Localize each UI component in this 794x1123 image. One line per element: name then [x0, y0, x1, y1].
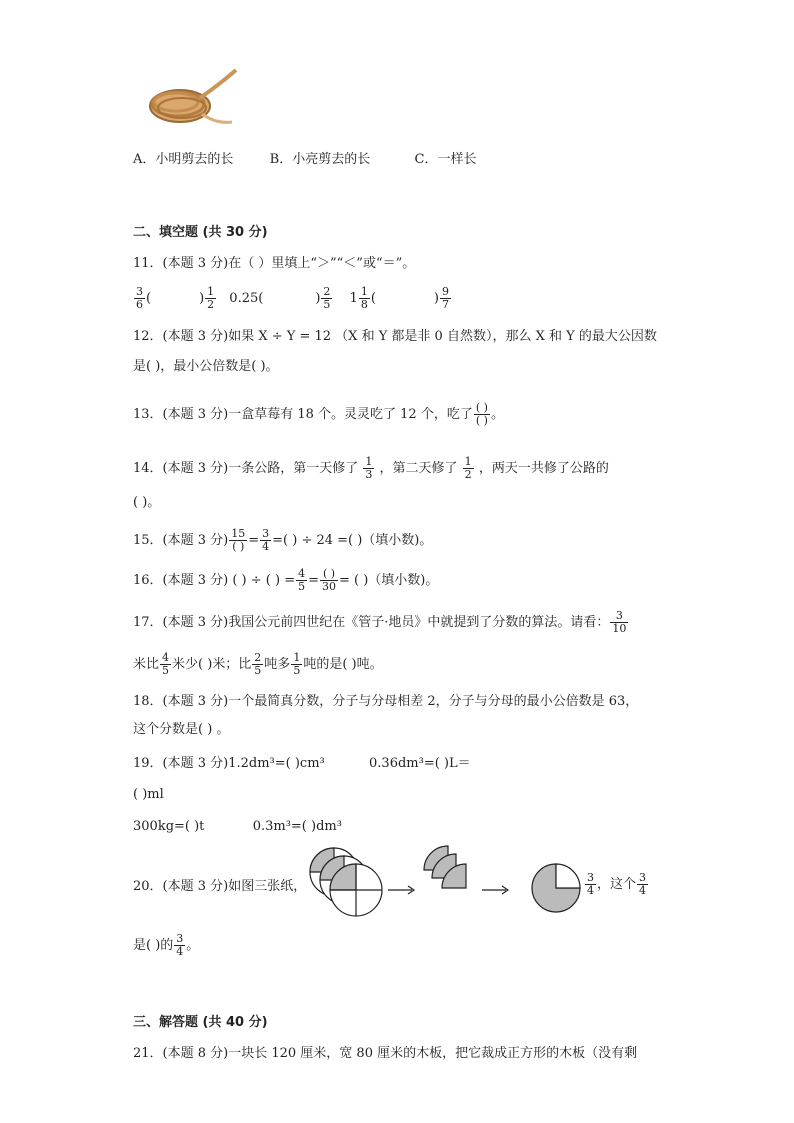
- question-19-line3: 300kg=( )t 0.3m³=( )dm³: [133, 819, 342, 834]
- fraction: $\frac{1}{3}$: [365, 455, 373, 481]
- question-18-line1: 18．(本题 3 分)一个最简真分数，分子与分母相差 2，分子与分母的最小公倍数是 63，: [133, 694, 639, 709]
- rope-image: [140, 64, 240, 136]
- question-19-line1: 19．(本题 3 分)1.2dm³=( )cm³ 0.36dm³=( )L＝: [133, 756, 471, 771]
- answer-options: [133, 150, 476, 170]
- fraction: $\frac{1}{5}$: [293, 651, 301, 677]
- fraction: $\frac{3}{4}$: [587, 871, 594, 897]
- question-15: 15．(本题 3 分) 15 ( ) = $\frac{3}{4}$ =( ) ÷ 24 =( )（填小数)。: [133, 527, 433, 553]
- fraction: $\frac{3}{4}$: [639, 871, 647, 897]
- question-11-expressions: $\frac{3}{6}$ ( ) $\frac{1}{2}$ 0.25( ) $\frac{2}{5}$ 1 $\frac{1}{8}$ ( ) $\frac{9}{7}$: [136, 285, 449, 311]
- fraction: $\frac{2}{5}$: [323, 285, 331, 311]
- three-quarter-pieces-figure: [420, 842, 480, 898]
- fraction: $\frac{3}{4}$: [176, 932, 184, 958]
- fraction: $\frac{3}{10}$: [612, 609, 627, 635]
- arrow-right-icon: [388, 884, 416, 896]
- question-17-line2: 米比 $\frac{4}{5}$ 米少( )米；比 $\frac{2}{5}$ 吨多 $\frac{1}{5}$ 吨的是( )吨。: [133, 651, 383, 677]
- question-20-right: $\frac{3}{4}$ ，这个 $\frac{3}{4}$: [587, 871, 647, 897]
- question-12-line2: 是( )，最小公倍数是( )。: [133, 359, 279, 374]
- question-16: 16．(本题 3 分) ( ) ÷ ( ) = $\frac{4}{5}$ = ( ) 30 = ( )（填小数)。: [133, 567, 439, 593]
- question-17-line1: 17．(本题 3 分)我国公元前四世纪在《管子·地员》中就提到了分数的算法。请看： $\frac{3}{10}$: [133, 609, 627, 635]
- fraction-blank: ( ) ( ): [475, 401, 488, 427]
- option-b: B．小亮剪去的长: [269, 152, 371, 167]
- fraction: $\frac{4}{5}$: [298, 567, 306, 593]
- fraction: $\frac{3}{4}$: [262, 527, 270, 553]
- fraction: $\frac{4}{5}$: [162, 651, 170, 677]
- fraction: $\frac{1}{8}$: [360, 285, 368, 311]
- question-12-line1: 12．(本题 3 分)如果 X ÷ Y = 12 （X 和 Y 都是非 0 自然数），那么 X 和 Y 的最大公因数: [133, 329, 657, 344]
- question-14-line1: 14．(本题 3 分)一条公路，第一天修了 $\frac{1}{3}$ ，第二天修了 $\frac{1}{2}$ ，两天一共修了公路的: [133, 455, 609, 481]
- fraction: 15 ( ): [231, 527, 246, 553]
- arrow-right-icon: [482, 884, 510, 896]
- three-papers-figure: [300, 840, 390, 922]
- three-quarter-circle-figure: [530, 862, 582, 914]
- question-20-label: 20．(本题 3 分)如图三张纸，: [133, 879, 307, 894]
- question-11-text: 11．(本题 3 分)在（ ）里填上“＞”“＜”或“＝”。: [133, 256, 416, 271]
- question-13: 13．(本题 3 分)一盒草莓有 18 个。灵灵吃了 12 个，吃了 ( ) ( ) 。: [133, 401, 504, 427]
- section-answer-title: 三、解答题 (共 40 分): [133, 1015, 268, 1030]
- fraction-blank: ( ) 30: [322, 567, 336, 593]
- question-14-line2: ( )。: [133, 495, 161, 510]
- question-19-line2: ( )ml: [133, 787, 164, 802]
- fraction: $\frac{3}{6}$: [136, 285, 143, 311]
- option-c: C．一样长: [414, 152, 477, 167]
- fraction: $\frac{1}{2}$: [464, 455, 472, 481]
- option-a: A．小明剪去的长: [133, 152, 234, 167]
- question-21-text: 21．(本题 8 分)一块长 120 厘米，宽 80 厘米的木板，把它裁成正方形的木板（没有剩: [133, 1046, 638, 1061]
- question-18-line2: 这个分数是( ) 。: [133, 722, 230, 737]
- fraction: $\frac{9}{7}$: [441, 285, 449, 311]
- section-fill-blank-title: 二、填空题 (共 30 分): [133, 225, 268, 240]
- fraction: $\frac{2}{5}$: [254, 651, 262, 677]
- question-20-line2: 是( )的 $\frac{3}{4}$ 。: [133, 932, 200, 958]
- fraction: $\frac{1}{2}$: [207, 285, 215, 311]
